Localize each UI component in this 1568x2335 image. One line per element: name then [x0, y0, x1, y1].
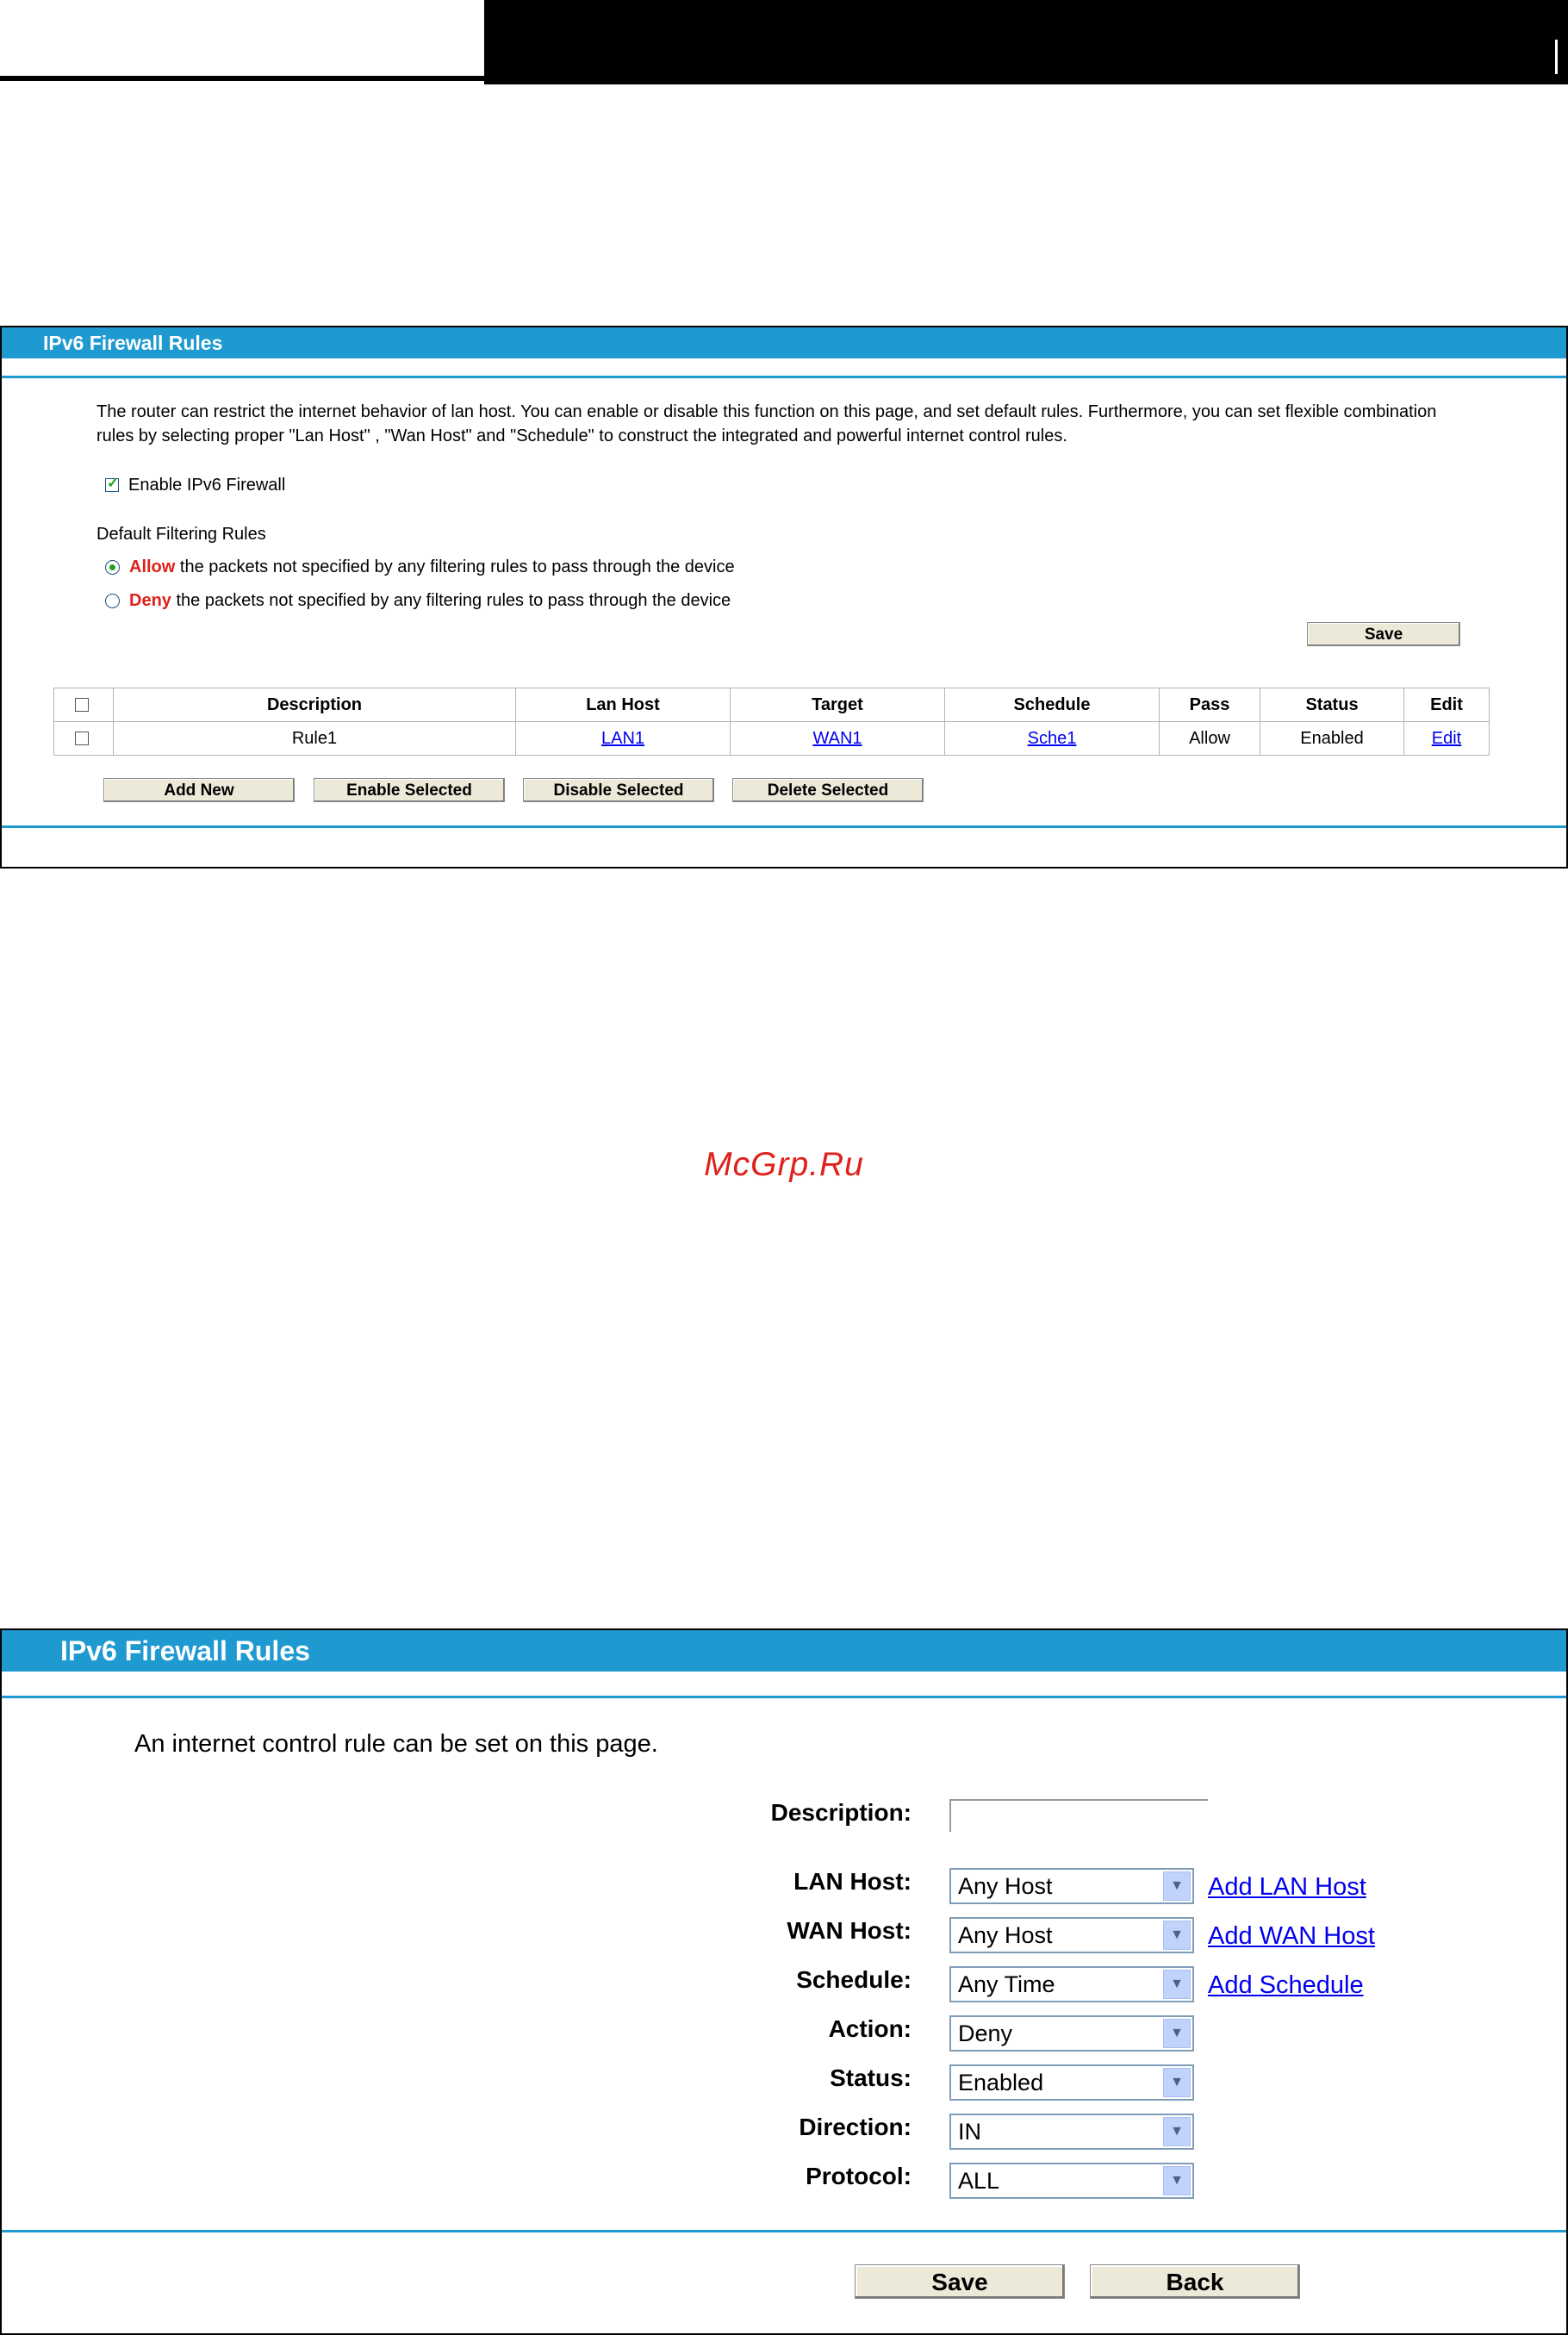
chevron-down-icon[interactable]: ▼ [1163, 1921, 1191, 1950]
intro-text: The router can restrict the internet behavior of lan host. You can enable or disable this function on this page, and set default rules. Furthermore, you can set flexible combination rules by selecting proper "Lan Host" , "Wan Host" and "Schedule" to construct the integrated and powerful internet control rules. [96, 402, 1437, 445]
column-header: Target [731, 688, 945, 722]
description-label: Description: [770, 1799, 912, 1826]
divider [2, 825, 1566, 828]
enable-ipv6-firewall-checkbox[interactable] [105, 478, 119, 492]
divider [2, 376, 1566, 378]
column-header: Status [1260, 688, 1404, 722]
wan-host-label: WAN Host: [787, 1917, 912, 1944]
protocol-select[interactable] [949, 2163, 1194, 2199]
header-right-block [484, 0, 1568, 84]
direction-select[interactable] [949, 2114, 1194, 2150]
status-cell: Enabled [1260, 722, 1404, 756]
direction-value: IN [958, 2119, 981, 2145]
add-new-button[interactable]: Add New [103, 778, 295, 802]
chevron-down-icon[interactable]: ▼ [1163, 1871, 1191, 1901]
deny-option-text [129, 591, 731, 611]
action-select[interactable] [949, 2015, 1194, 2052]
column-header: Pass [1160, 688, 1260, 722]
save-button[interactable]: Save [1307, 622, 1460, 646]
delete-selected-button[interactable]: Delete Selected [732, 778, 924, 802]
firewall-rules-list-panel [0, 326, 1568, 869]
select-all-header [54, 688, 114, 722]
panel-title: IPv6 Firewall Rules [2, 1630, 1566, 1672]
chevron-down-icon[interactable]: ▼ [1163, 2068, 1191, 2097]
enable-selected-button[interactable]: Enable Selected [314, 778, 505, 802]
lan-host-link[interactable]: LAN1 [600, 728, 645, 748]
save-button[interactable]: Save [855, 2264, 1065, 2299]
deny-description: the packets not specified by any filtering rules to pass through the device [171, 591, 731, 610]
schedule-select[interactable] [949, 1966, 1194, 2002]
deny-keyword: Deny [129, 591, 171, 610]
wan-host-select[interactable] [949, 1917, 1194, 1953]
intro-text: An internet control rule can be set on this page. [134, 1730, 658, 1758]
header-corner-mark [1555, 40, 1558, 74]
allow-radio[interactable] [105, 560, 120, 575]
allow-option-text [129, 557, 735, 577]
add-lan-host-link[interactable]: Add LAN Host [1208, 1873, 1366, 1901]
lan-host-value: Any Host [958, 1873, 1053, 1899]
direction-label: Direction: [799, 2114, 912, 2140]
firewall-rule-edit-panel [0, 1628, 1568, 2335]
divider [2, 2230, 1566, 2232]
back-button[interactable]: Back [1090, 2264, 1300, 2299]
row-select-cell [54, 722, 114, 756]
status-label: Status: [830, 2064, 912, 2091]
lan-host-label: LAN Host: [793, 1868, 912, 1895]
schedule-cell [945, 722, 1160, 756]
wan-host-value: Any Host [958, 1922, 1053, 1948]
schedule-label: Schedule: [796, 1966, 912, 1993]
schedule-value: Any Time [958, 1971, 1055, 1997]
chevron-down-icon[interactable]: ▼ [1163, 2019, 1191, 2048]
allow-description: the packets not specified by any filtering rules to pass through the device [175, 557, 735, 576]
target-cell [731, 722, 945, 756]
status-value: Enabled [958, 2070, 1044, 2095]
default-filtering-rules-label: Default Filtering Rules [96, 525, 266, 544]
protocol-value: ALL [958, 2168, 1000, 2194]
action-label: Action: [828, 2015, 912, 2042]
allow-keyword: Allow [129, 557, 176, 576]
add-wan-host-link[interactable]: Add WAN Host [1208, 1922, 1375, 1950]
divider [2, 1696, 1566, 1698]
lan-host-cell [516, 722, 731, 756]
action-value: Deny [958, 2021, 1013, 2046]
deny-radio[interactable] [105, 594, 120, 608]
add-schedule-link[interactable]: Add Schedule [1208, 1971, 1364, 1999]
target-link[interactable]: WAN1 [812, 728, 862, 748]
edit-link[interactable]: Edit [1431, 728, 1462, 748]
page-header-bar [0, 0, 1568, 84]
chevron-down-icon[interactable]: ▼ [1163, 2117, 1191, 2146]
chevron-down-icon[interactable]: ▼ [1163, 2166, 1191, 2195]
select-all-checkbox[interactable] [75, 698, 89, 712]
column-header: Schedule [945, 688, 1160, 722]
table-row [54, 722, 1490, 756]
rules-table [53, 688, 1490, 756]
column-header: Description [114, 688, 516, 722]
column-header: Edit [1404, 688, 1490, 722]
chevron-down-icon[interactable]: ▼ [1163, 1970, 1191, 1999]
row-select-checkbox[interactable] [75, 732, 89, 745]
enable-ipv6-firewall-label: Enable IPv6 Firewall [128, 476, 286, 495]
disable-selected-button[interactable]: Disable Selected [523, 778, 714, 802]
pass-cell: Allow [1160, 722, 1260, 756]
watermark-text: McGrp.Ru [704, 1146, 864, 1183]
description-input[interactable] [949, 1799, 1208, 1832]
lan-host-select[interactable] [949, 1868, 1194, 1904]
edit-cell [1404, 722, 1490, 756]
table-header-row [54, 688, 1490, 722]
rule-description-cell: Rule1 [114, 722, 516, 756]
column-header: Lan Host [516, 688, 731, 722]
panel-title: IPv6 Firewall Rules [2, 327, 1566, 358]
schedule-link[interactable]: Sche1 [1027, 728, 1077, 748]
header-left-block [0, 0, 484, 81]
protocol-label: Protocol: [806, 2163, 912, 2189]
status-select[interactable] [949, 2064, 1194, 2101]
